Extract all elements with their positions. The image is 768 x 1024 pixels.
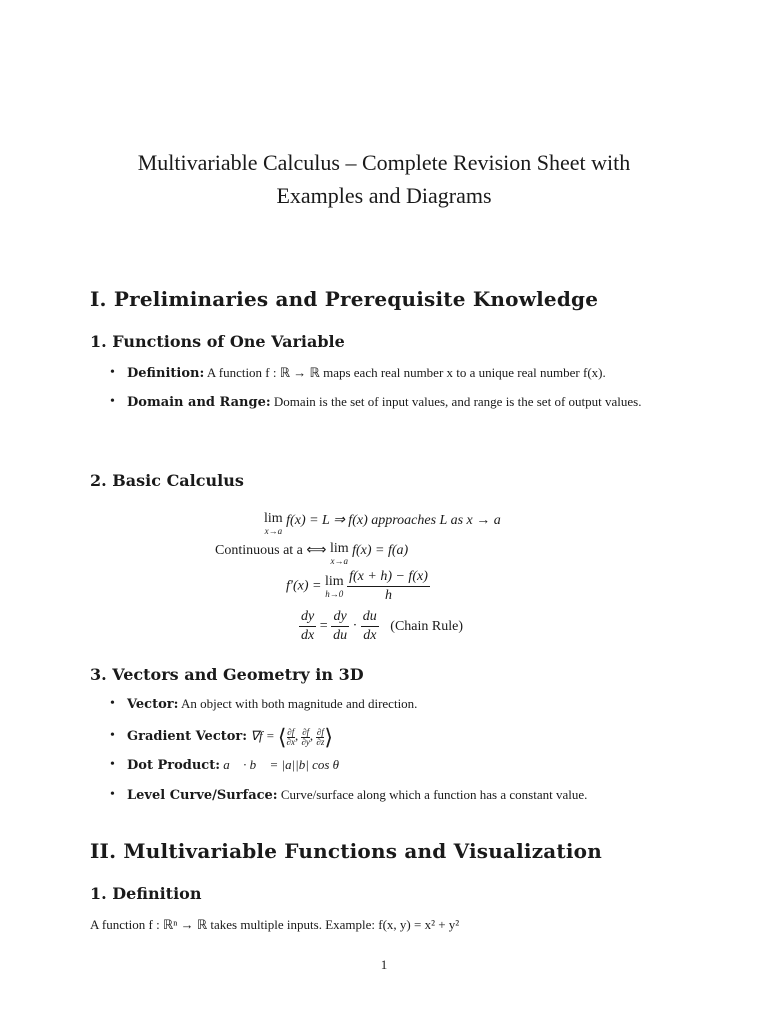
bullet-level-curve [110, 785, 685, 805]
equation-continuity [215, 542, 408, 566]
difference-quotient: $\frac{f(x + h) - f(x)}{h}$ [349, 569, 428, 603]
bullet-text: ∇f = [250, 728, 275, 743]
frac-dy-du: $\frac{dy}{du}$ [333, 609, 348, 643]
equation-limit [264, 512, 501, 536]
chain-rule-label: (Chain Rule) [390, 618, 464, 634]
section-1-heading: I. Preliminaries and Prerequisite Knowledge [90, 287, 599, 311]
continuity-text: f(x) = f(a) [352, 543, 409, 558]
bullet-text: Domain is the set of input values, and range is the set of output values. [273, 394, 642, 409]
bullet-text: a⃗ · b⃗ = |a||b| cos θ [223, 756, 340, 772]
vectors-bullet-list [110, 694, 685, 805]
frac-du-dx: $\frac{du}{dx}$ [362, 609, 377, 643]
bullet-dot-product [110, 755, 685, 775]
bullet-label: Definition: [127, 366, 205, 381]
subsection-basic-calculus-heading: 2. Basic Calculus [90, 471, 244, 490]
frac-dy-dx: $\frac{dy}{dx}$ [301, 609, 315, 643]
bullet-domain-range [110, 392, 685, 412]
limit-operator: lim h→0 [324, 573, 344, 599]
functions-bullet-list [110, 363, 685, 412]
title-line-2: Examples and Diagrams [276, 183, 492, 208]
continuity-prefix: Continuous at a ⟺ [215, 543, 327, 558]
subsection-functions-heading: 1. Functions of One Variable [90, 332, 345, 351]
title-line-1: Multivariable Calculus – Complete Revision Sheet with [137, 150, 631, 175]
bullet-label: Gradient Vector: [127, 729, 248, 744]
bullet-label: Vector: [127, 697, 179, 712]
subsection-definition-heading: 1. Definition [90, 884, 202, 903]
equation-limit-text: f(x) = L ⇒ f(x) approaches L as x → a [286, 513, 501, 528]
derivative-prefix: f′(x) = [286, 578, 325, 594]
section-2-heading: II. Multivariable Functions and Visualization [90, 839, 602, 863]
bullet-vector [110, 694, 685, 714]
bullet-gradient: • Gradient Vector: ∇f = ⟨ $\frac{\partial f}{\partial x}$, $\frac{\partial f}{\partial y}$, $\frac{\partial f}{\partial z}⟩$ [110, 726, 685, 747]
equation-derivative [286, 568, 430, 605]
limit-operator: lim x→a [329, 541, 349, 566]
document-title [60, 146, 708, 212]
equation-chain-rule: $\frac{dy}{dx}$ = $\frac{dy}{du}$ · $\frac{du}{dx}$ (Chain Rule) [301, 609, 464, 643]
bullet-label: Level Curve/Surface: [127, 787, 278, 803]
bullet-text: Curve/surface along which a function has a constant value. [280, 786, 588, 802]
bullet-text: An object with both magnitude and direction. [180, 696, 418, 711]
bullet-label: Domain and Range: [127, 395, 271, 410]
bullet-definition [110, 363, 685, 383]
bullet-text: A function f : ℝ → ℝ maps each real number x to a unique real number f(x). [206, 365, 606, 380]
bullet-label: Dot Product: [127, 757, 221, 773]
limit-operator: lim x→a [264, 511, 283, 536]
page-number: 1 [380, 957, 388, 972]
subsection-vectors-heading: 3. Vectors and Geometry in 3D [90, 665, 364, 684]
definition-paragraph: A function f : ℝⁿ → ℝ takes multiple inputs. Example: f(x, y) = x² + y² [90, 917, 460, 932]
